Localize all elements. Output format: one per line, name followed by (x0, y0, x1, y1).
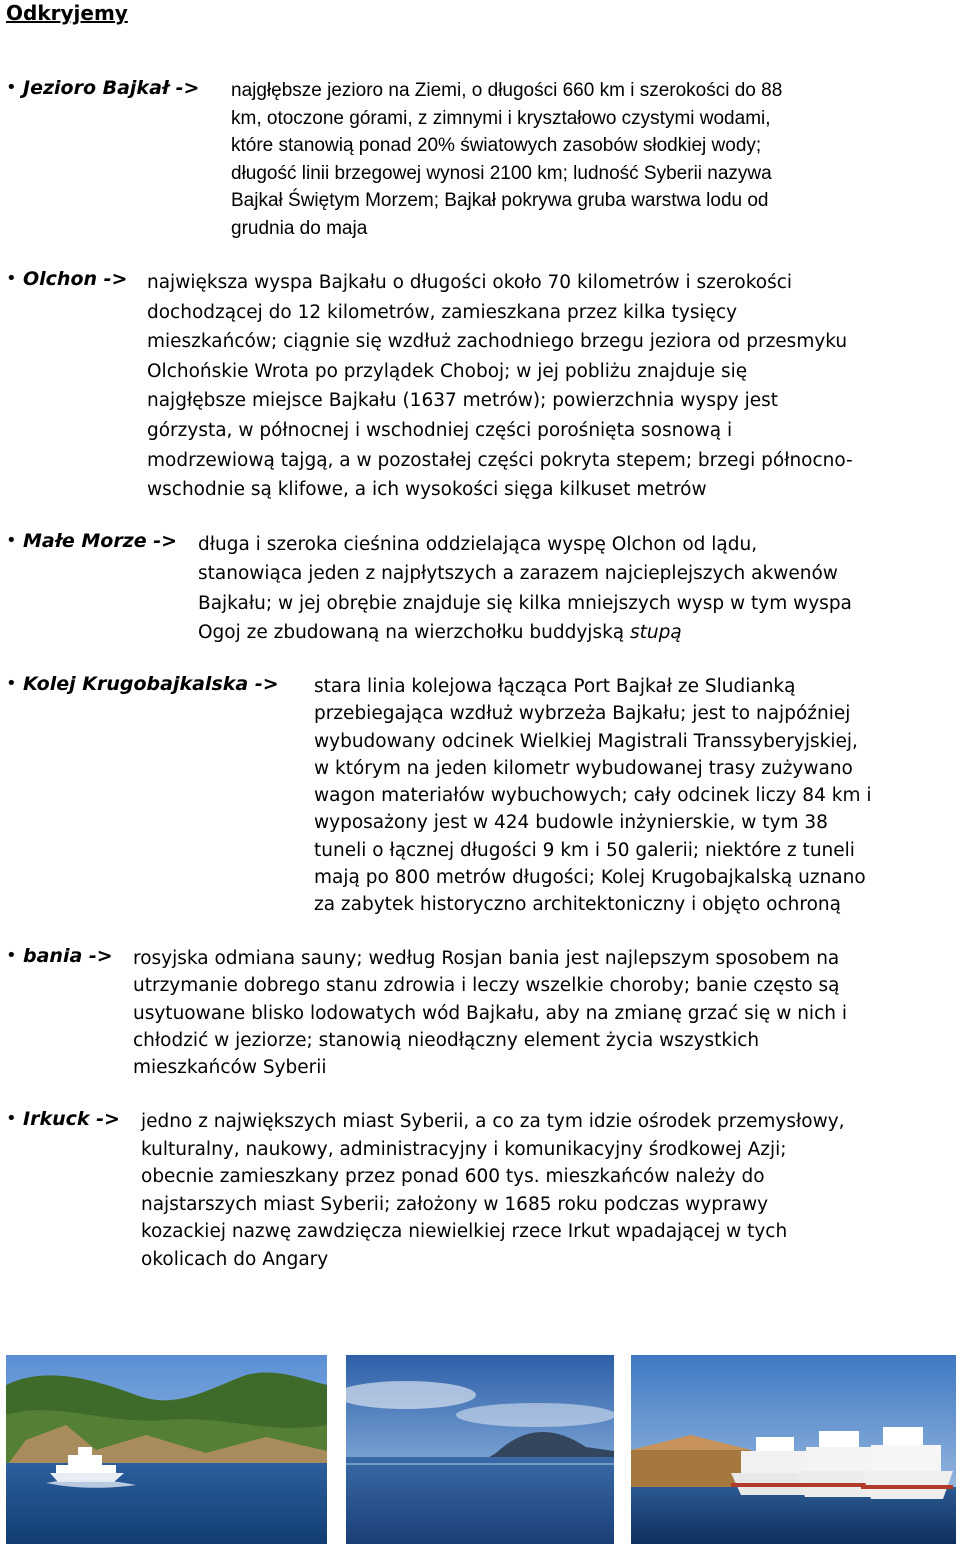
description-line: górzysta, w północnej i wschodniej części porośnięta sosnową i (147, 419, 733, 441)
description-line (198, 618, 852, 647)
description-text: Ogoj ze zbudowaną na wierzchołku buddyjską (198, 621, 625, 643)
description-line: długość linii brzegowej wynosi 2100 km; ludność Syberii nazywa (231, 162, 772, 184)
description-line: kozackiej nazwę zawdzięcza niewielkiej rzece Irkut wpadającej w tych (141, 1221, 788, 1242)
ships-harbour-image (631, 1355, 956, 1544)
lake-horizon-image (346, 1355, 614, 1544)
description-line: okolicach do Angary (141, 1248, 329, 1270)
entry-description (198, 530, 852, 647)
bullet-icon: • (6, 530, 17, 551)
description-line: grudnia do maja (231, 217, 368, 239)
entry-term: Małe Morze -> (23, 530, 178, 552)
italic-word: stupą (630, 621, 682, 643)
description-line: kulturalny, naukowy, administracyjny i komunikacyjny środkowej Azji; (141, 1138, 787, 1160)
photo-lake-horizon (346, 1355, 614, 1544)
description-line: długa i szeroka cieśnina oddzielająca wyspę Olchon od lądu, (198, 534, 758, 555)
entry-term: bania -> (23, 945, 113, 967)
description-line: chłodzić w jeziorze; stanowią nieodłączny element życia wszystkich (133, 1029, 760, 1051)
description-line: mieszkańców Syberii (133, 1057, 327, 1079)
description-line: przebiegająca wzdłuż wybrzeża Bajkału; jest to najpóźniej (314, 703, 851, 725)
description-line: dochodzącej do 12 kilometrów, zamieszkana przez kilka tysięcy (147, 301, 738, 323)
entry-term: Irkuck -> (23, 1108, 120, 1130)
entry-description (133, 945, 847, 1081)
description-line: tuneli o łącznej długości 9 km i 50 galerii; niektóre z tuneli (314, 839, 855, 861)
bullet-icon: • (6, 1108, 17, 1129)
description-line: Bajkał Świętym Morzem; Bajkał pokrywa gruba warstwa lodu od (231, 190, 769, 211)
description-line: w którym na jeden kilometr wybudowanej trasy zużywano (314, 757, 853, 779)
description-line: wschodnie są klifowe, a ich wysokości sięga kilkuset metrów (147, 479, 707, 501)
entry-term: Olchon -> (23, 268, 128, 290)
entry-term: Kolej Krugobajkalska -> (23, 673, 279, 695)
entry-description (141, 1108, 845, 1273)
description-line: największa wyspa Bajkału o długości około 70 kilometrów i szerokości (147, 272, 793, 293)
photo-boat-on-lake (6, 1355, 327, 1544)
description-line: modrzewiową tajgą, a w pozostałej części pokryta stepem; brzegi północno- (147, 449, 853, 471)
description-line: utrzymanie dobrego stanu zdrowia i leczy wszelkie choroby; banie często są (133, 975, 840, 997)
entry-term: Jezioro Bajkał -> (23, 77, 200, 99)
bullet-icon: • (6, 945, 17, 966)
description-line: Olchońskie Wrota po przylądek Choboj; w jej pobliżu znajduje się (147, 360, 748, 382)
boat-lake-image (6, 1355, 327, 1544)
description-line: wyposażony jest w 424 budowle inżynierskie, w tym 38 (314, 812, 828, 834)
description-line: km, otoczone górami, z zimnymi i kryształowo czystymi wodami, (231, 107, 771, 129)
description-line: obecnie zamieszkany przez ponad 600 tys. mieszkańców należy do (141, 1166, 765, 1187)
page-title: Odkryjemy (6, 1, 128, 25)
description-line: usytuowane blisko lodowatych wód Bajkału, aby na zmianę grzać się w nich i (133, 1002, 847, 1024)
description-line: które stanowią ponad 20% światowych zasobów słodkiej wody; (231, 135, 762, 156)
description-line: wybudowany odcinek Wielkiej Magistrali Transsyberyjskiej, (314, 730, 858, 752)
bullet-icon: • (6, 268, 17, 289)
description-line: mieszkańców; ciągnie się wzdłuż zachodniego brzegu jeziora od przesmyku (147, 331, 848, 353)
bullet-icon: • (6, 77, 17, 98)
description-line: za zabytek historyczno architektoniczny i objęto ochroną (314, 894, 841, 916)
entry-description (314, 673, 871, 919)
bullet-icon: • (6, 673, 17, 694)
description-line: mają po 800 metrów długości; Kolej Krugobajkalską uznano (314, 867, 866, 889)
description-line: najgłębsze jezioro na Ziemi, o długości 660 km i szerokości do 88 (231, 80, 783, 101)
description-line: rosyjska odmiana sauny; według Rosjan bania jest najlepszym sposobem na (133, 948, 840, 969)
photo-strip (0, 1355, 960, 1544)
entry-description (231, 77, 782, 242)
photo-ships-harbour (631, 1355, 956, 1544)
entry-description (147, 268, 853, 505)
description-line: Bajkału; w jej obrębie znajduje się kilka mniejszych wysp w tym wyspa (198, 592, 852, 614)
description-line: jedno z największych miast Syberii, a co za tym idzie ośrodek przemysłowy, (141, 1111, 845, 1132)
description-line: wagon materiałów wybuchowych; cały odcinek liczy 84 km i (314, 785, 872, 807)
description-line: najgłębsze miejsce Bajkału (1637 metrów); powierzchnia wyspy jest (147, 390, 778, 412)
description-line: stara linia kolejowa łącząca Port Bajkał ze Sludianką (314, 676, 796, 697)
description-line: najstarszych miast Syberii; założony w 1685 roku podczas wyprawy (141, 1193, 769, 1215)
description-line: stanowiąca jeden z najpłytszych a zarazem najcieplejszych akwenów (198, 563, 838, 585)
